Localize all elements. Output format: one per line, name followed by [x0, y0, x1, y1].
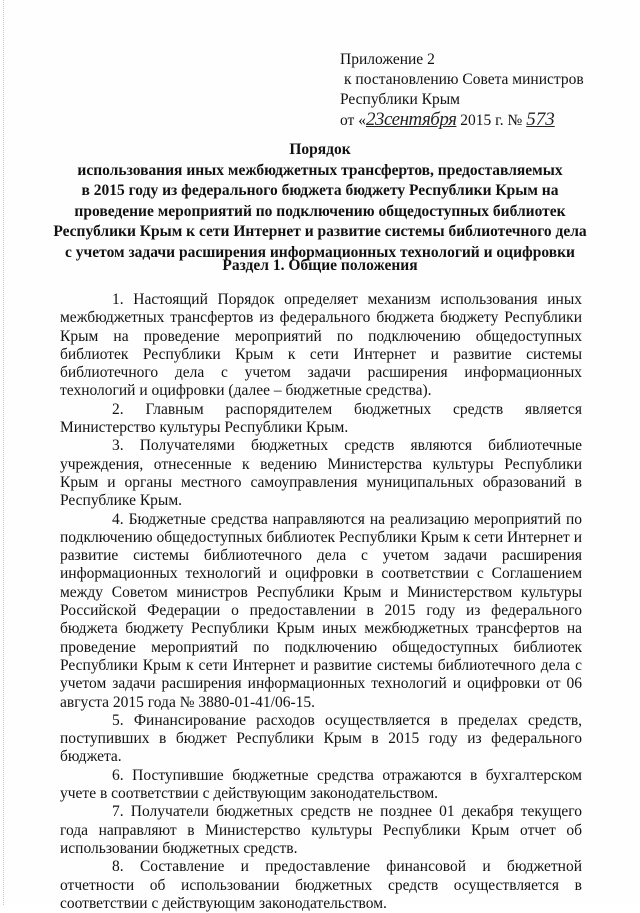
- paragraph: [60, 401, 582, 438]
- scan-edge-line: [3, 0, 5, 905]
- paragraph-number: 4.: [112, 510, 124, 528]
- title-line: использования иных межбюджетных трансфертов, предоставляемых: [77, 161, 563, 179]
- title-line: с учетом задачи расширения информационных технологий и оцифровки: [65, 243, 575, 261]
- paragraph-number: 2.: [112, 400, 124, 418]
- appendix-resolution-ref: к постановлению Совета министров: [344, 71, 584, 88]
- paragraph-number: 7.: [112, 803, 124, 821]
- appendix-date-line: [340, 110, 584, 131]
- appendix-authority: Республики Крым: [340, 91, 460, 108]
- section-heading: Раздел 1. Общие положения: [222, 257, 418, 274]
- paragraph-text: Составление и предоставление финансовой и бюджетной отчетности об использовании бюджетных средств осуществляется в соответствии с действующим законодательством.: [60, 858, 582, 912]
- title-line: Порядок: [289, 141, 351, 158]
- paragraph-number: 8.: [112, 858, 124, 876]
- title-line: в 2015 году из федерального бюджета бюджету Республики Крым на: [81, 182, 559, 199]
- appendix-header: [340, 50, 584, 131]
- paragraph-text: Главным распорядителем бюджетных средств является Министерство культуры Республики Крым.: [60, 400, 582, 437]
- date-suffix: 2015 г. №: [460, 112, 523, 129]
- handwritten-date: 23сентября: [365, 109, 457, 130]
- appendix-label: Приложение 2: [340, 51, 435, 68]
- paragraph: [60, 437, 582, 510]
- paragraph-number: 1.: [112, 291, 124, 308]
- title-line: проведение мероприятий по подключению общедоступных библиотек: [74, 202, 566, 220]
- paragraph-number: 6.: [112, 766, 124, 784]
- paragraph: [60, 803, 582, 858]
- paragraph-text: Поступившие бюджетные средства отражаются в бухгалтерском учете в соответствии с действующим законодательством.: [60, 766, 582, 803]
- paragraph-text: Настоящий Порядок определяет механизм использования иных межбюджетных трансфертов из федерального бюджета бюджету Республики Крым на проведение мероприятий по подключению общедоступных библиотек Республики Крым к сети Интернет и развитие системы библиотечного дела с учетом задачи расширения информационных технологий и оцифровки (далее – бюджетные средства).: [60, 291, 583, 400]
- title-line: Республики Крым к сети Интернет и развитие системы библиотечного дела: [53, 223, 587, 240]
- paragraph-number: 5.: [112, 711, 124, 729]
- paragraph-text: Получателями бюджетных средств являются библиотечные учреждения, отнесенные к ведению Министерства культуры Республики Крым и органы местного самоуправления муниципальных образований в Республике Крым.: [60, 437, 582, 510]
- paragraph-text: Получатели бюджетных средств не позднее 01 декабря текущего года направляют в Министерство культуры Республики Крым отчет об использовании бюджетных средств.: [60, 803, 582, 857]
- paragraph: [60, 291, 582, 401]
- paragraph: [60, 712, 582, 767]
- document-body: [60, 291, 582, 913]
- document-title: [30, 140, 610, 263]
- paragraph-text: Бюджетные средства направляются на реализацию мероприятий по подключению общедоступных библиотек Республики Крым к сети Интернет и развитие системы библиотечного дела с учетом задачи расширения информационных технологий и оцифровки в соответствии с Соглашением между Советом министров Республики Крым и Министерством культуры Российской Федерации о предоставлении в 2015 году из федерального бюджета бюджету Республики Крым иных межбюджетных трансфертов на проведение мероприятий по подключению общедоступных библиотек Республики Крым к сети Интернет и развитие системы библиотечного дела с учетом задачи расширения информационных технологий и оцифровки от 06 августа 2015 года № 3880-01-41/06-15.: [60, 510, 583, 711]
- paragraph-number: 3.: [112, 437, 124, 455]
- paragraph: [60, 511, 582, 712]
- date-prefix: от «: [340, 112, 366, 129]
- handwritten-number: 573: [526, 109, 555, 130]
- paragraph: [60, 767, 582, 804]
- paragraph-text: Финансирование расходов осуществляется в пределах средств, поступивших в бюджет Республики Крым в 2015 году из федерального бюджета.: [60, 711, 583, 766]
